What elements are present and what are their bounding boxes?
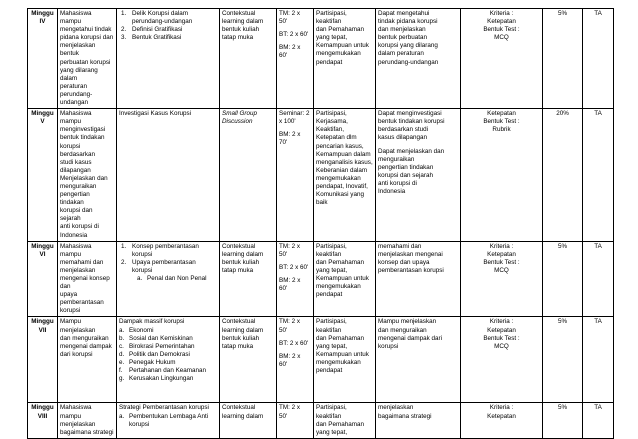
ability-text: bagaimana strategi — [60, 428, 114, 436]
experience-text: pendapat — [316, 58, 343, 66]
criteria-cell — [461, 9, 543, 109]
ability-text: menjelaskan — [60, 266, 96, 274]
table-row — [28, 403, 614, 438]
experience-text: Partisipasi, keaktifan — [316, 404, 347, 420]
time-cell — [277, 403, 314, 438]
time-text: BT: 2 x 60' — [279, 339, 309, 347]
ability-text: mengenai dampak — [60, 342, 112, 350]
material-line: Upaya pemberantasan korupsi — [132, 258, 196, 274]
material-subitem — [119, 275, 217, 283]
material-cell — [117, 403, 220, 438]
experience-text: mengemukakan — [316, 358, 361, 366]
indicator-cell — [376, 9, 461, 109]
experience-cell — [314, 9, 376, 109]
method-text: Small Group — [222, 110, 257, 118]
material-item — [119, 259, 217, 275]
experience-text: pendapat — [316, 291, 343, 299]
indicator-cell — [376, 317, 461, 403]
material-subitem — [119, 367, 217, 375]
ability-text: menguraikan — [60, 182, 97, 190]
indicator-text: menjelaskan — [378, 404, 414, 412]
method-text: Contekstual — [222, 242, 256, 250]
criteria-text: Ketepatan — [487, 412, 516, 420]
indicator-text: Dapat menginvestigasi — [378, 110, 442, 118]
lecturer-cell — [583, 109, 614, 242]
material-letter: g. — [119, 375, 125, 383]
indicator-cell — [376, 241, 461, 317]
indicator-text: pemberantasan korupsi — [378, 266, 444, 274]
method-text: learning dalam — [222, 326, 264, 334]
ability-cell — [58, 109, 117, 242]
weight-cell — [543, 317, 583, 403]
criteria-text: Kriteria : — [489, 318, 514, 326]
ability-text: undangan — [60, 99, 89, 107]
material-number: 3. — [121, 34, 127, 42]
indicator-text: perundang-undangan — [378, 58, 439, 66]
ability-text: yang dilarang dalam — [60, 66, 98, 82]
material-subitem — [119, 327, 217, 335]
indicator-text: bentuk tindakan korupsi — [378, 118, 445, 126]
method-text: tatap muka — [222, 266, 254, 274]
material-number: 1. — [121, 242, 127, 250]
criteria-cell — [461, 403, 543, 438]
material-subitem — [119, 421, 217, 429]
material-number: 2. — [121, 258, 127, 266]
weight-value: 20% — [556, 110, 569, 118]
time-text: TM: 2 x — [279, 318, 300, 326]
indicator-text: Dapat menjelaskan dan — [378, 147, 445, 155]
material-subitem — [119, 375, 217, 383]
ability-cell — [58, 403, 117, 438]
rps-table — [27, 8, 614, 439]
method-text: Discussion — [222, 118, 253, 126]
material-item-text — [132, 34, 217, 42]
indicator-cell — [376, 403, 461, 438]
experience-text: menganalisis kasus, — [316, 158, 373, 166]
ability-text: perbuatan korupsi — [60, 58, 111, 66]
indicator-text: tindak pidana korupsi — [378, 18, 438, 26]
material-line: Konsep pemberantasan — [132, 242, 199, 250]
week-cell — [28, 403, 58, 438]
indicator-cell — [376, 109, 461, 242]
material-letter: a. — [119, 326, 125, 334]
time-text: 50' — [279, 250, 288, 258]
experience-text: Partisipasi, keaktifan — [316, 10, 347, 26]
ability-text: pemberantasan — [60, 299, 104, 307]
ability-text: mengetahui tindak — [60, 26, 112, 34]
indicator-text: korupsi yang dilarang — [378, 42, 438, 50]
time-text: TM: 2 x — [279, 242, 300, 250]
time-text: TM: 2 x — [279, 404, 300, 412]
material-letter: f. — [119, 367, 123, 375]
experience-text: pendapat, Inovatif, — [316, 182, 368, 190]
material-item-text — [132, 10, 217, 26]
ability-text: peraturan perundang- — [60, 82, 93, 98]
ability-text: Mahasiswa mampu — [60, 242, 92, 258]
indicator-text: kasus dilapangan — [378, 134, 428, 142]
material-subitem-text: Pembentukan Lembaga Anti — [129, 412, 209, 420]
material-item-text — [132, 243, 217, 259]
ability-text: memahami dan — [60, 258, 104, 266]
ability-text: dilapangan — [60, 166, 91, 174]
material-heading: Dampak massif korupsi — [119, 318, 185, 326]
week-label: Minggu VII — [31, 318, 54, 334]
material-item — [119, 243, 217, 259]
material-heading: Strategi Pemberantasan korupsi — [119, 404, 209, 412]
ability-text: Indonesia — [60, 231, 88, 239]
material-subitem — [119, 351, 217, 359]
criteria-text: Kriteria : — [489, 10, 514, 17]
time-text: 50' — [279, 18, 288, 26]
material-subitem-text: Penal dan Non Penal — [147, 275, 207, 282]
week-label: Minggu — [31, 404, 54, 412]
criteria-text: Kriteria : — [489, 242, 514, 250]
experience-text: Partisipasi, — [316, 110, 347, 118]
ability-text: pidana korupsi dan — [60, 34, 114, 42]
ability-text: menjelaskan — [60, 420, 96, 428]
material-number: 2. — [121, 26, 127, 34]
material-letter — [119, 421, 129, 429]
indicator-text: Mampu menjelaskan — [378, 318, 437, 326]
lecturer-code: TA — [594, 110, 602, 118]
criteria-text: Bentuk Test : — [483, 26, 520, 34]
indicator-text: bentuk perbuatan — [378, 34, 428, 42]
material-cell — [117, 9, 220, 109]
time-cell — [277, 9, 314, 109]
material-letter: a. — [119, 412, 125, 420]
material-cell — [117, 317, 220, 403]
week-cell — [28, 109, 58, 242]
method-cell — [220, 241, 277, 317]
material-subitem-text: korupsi — [129, 420, 150, 428]
weight-value: 5% — [557, 404, 568, 412]
criteria-text: Kriteria : — [489, 404, 514, 412]
criteria-text: MCQ — [494, 342, 509, 350]
material-item — [119, 26, 217, 34]
time-text: 60' — [279, 360, 288, 368]
criteria-text: Ketepatan — [487, 110, 516, 118]
ability-text: menginvestigasi — [60, 126, 106, 134]
experience-text: mengemukakan — [316, 174, 361, 182]
material-number: 1. — [121, 10, 127, 17]
experience-cell — [314, 109, 376, 242]
experience-text: Kemampuan untuk — [316, 42, 369, 50]
material-subitem — [119, 359, 217, 367]
material-text: Investigasi Kasus Korupsi — [119, 110, 192, 118]
method-text: bentuk kuliah — [222, 26, 260, 34]
criteria-cell — [461, 241, 543, 317]
ability-text: Menjelaskan dan — [60, 174, 108, 182]
lecturer-cell — [583, 241, 614, 317]
ability-text: korupsi berdasarkan — [60, 142, 96, 158]
method-text: bentuk kuliah — [222, 334, 260, 342]
material-line: Bentuk Gratifikasi — [132, 34, 182, 42]
time-text: 50' — [279, 412, 288, 420]
experience-cell — [314, 317, 376, 403]
material-letter: c. — [119, 342, 124, 350]
indicator-text: menjelaskan mengenai — [378, 250, 443, 258]
material-line: Delik Korupsi dalam — [132, 10, 188, 17]
experience-text: Partisipasi, keaktifan — [316, 318, 347, 334]
week-label: Minggu IV — [31, 10, 54, 26]
ability-text: Mahasiswa mampu — [60, 404, 92, 420]
ability-text: korupsi dan sejarah — [60, 207, 93, 223]
lecturer-cell — [583, 403, 614, 438]
ability-cell — [58, 241, 117, 317]
experience-text: dan Pemahaman — [316, 258, 364, 266]
indicator-text: menguraikan — [378, 155, 415, 163]
method-cell — [220, 109, 277, 242]
material-letter: b. — [119, 334, 125, 342]
weight-value: 5% — [557, 10, 568, 17]
material-subitem — [119, 335, 217, 343]
criteria-text: MCQ — [494, 34, 509, 42]
criteria-text: Rubrik — [492, 126, 511, 134]
ability-text: studi kasus — [60, 158, 92, 166]
material-subitem-text: Sosial dan Kemiskinan — [129, 334, 193, 342]
time-text: BT: 2 x 60' — [279, 31, 309, 39]
ability-text: dari korupsi — [60, 350, 93, 358]
method-text: learning dalam — [222, 250, 264, 258]
material-subitem-text: Politik dan Demokrasi — [129, 350, 190, 358]
ability-text: menjelaskan bentuk — [60, 42, 96, 58]
method-cell — [220, 403, 277, 438]
material-item-text — [132, 259, 217, 275]
weight-cell — [543, 403, 583, 438]
indicator-text: anti korupsi di — [378, 179, 417, 187]
indicator-text: bagaimana strategi — [378, 412, 432, 420]
week-label: Minggu V — [31, 110, 54, 126]
material-letter: e. — [119, 358, 125, 366]
criteria-text: Ketepatan — [487, 250, 516, 258]
criteria-cell — [461, 317, 543, 403]
experience-text: Kemampuan untuk — [316, 275, 369, 282]
material-subitem — [119, 343, 217, 351]
experience-text: Partisipasi, keaktifan — [316, 242, 347, 258]
table-row — [28, 241, 614, 317]
ability-cell — [58, 317, 117, 403]
material-subitem-text: Kerusakan Lingkungan — [129, 375, 194, 383]
ability-text: korupsi — [60, 307, 81, 315]
material-subitem — [119, 413, 217, 421]
experience-cell — [314, 403, 376, 438]
time-cell — [277, 109, 314, 242]
material-line: Definisi Gratifikasi — [132, 26, 183, 34]
experience-text: Keberanian dalam — [316, 166, 368, 174]
method-text: tatap muka — [222, 34, 254, 42]
indicator-text: korupsi — [378, 342, 399, 350]
weight-cell — [543, 9, 583, 109]
method-cell — [220, 9, 277, 109]
time-text: x 100' — [279, 118, 296, 126]
material-item-text — [132, 26, 217, 34]
ability-text: upaya — [60, 291, 78, 299]
indicator-text: korupsi dan sejarah — [378, 171, 433, 179]
indicator-text: dalam peraturan — [378, 50, 424, 58]
criteria-text: MCQ — [494, 266, 509, 274]
indicator-text: memahami dan — [378, 242, 422, 250]
experience-text: Kemampuan untuk — [316, 350, 369, 358]
material-item — [119, 34, 217, 42]
experience-text: mengemukakan — [316, 50, 361, 58]
material-cell — [117, 241, 220, 317]
lecturer-code: TA — [594, 404, 602, 412]
method-text: Contekstual — [222, 10, 256, 17]
experience-text: dan Pemahaman — [316, 334, 364, 342]
indicator-text: mengenai dampak dari — [378, 334, 443, 342]
indicator-text: berdasarkan studi — [378, 126, 429, 134]
indicator-text: konsep dan upaya — [378, 258, 430, 266]
indicator-text: Dapat mengetahui — [378, 10, 430, 17]
week-cell — [28, 241, 58, 317]
material-line: korupsi — [132, 250, 153, 258]
material-letter: a. — [137, 275, 143, 282]
lecturer-cell — [583, 317, 614, 403]
time-cell — [277, 241, 314, 317]
ability-text: Mahasiswa mampu — [60, 110, 92, 126]
ability-text: mengenai konsep dan — [60, 275, 110, 291]
ability-text: anti korupsi di — [60, 223, 99, 231]
material-letter: d. — [119, 350, 125, 358]
week-label: Minggu VI — [31, 242, 54, 258]
ability-cell — [58, 9, 117, 109]
time-cell — [277, 317, 314, 403]
criteria-cell — [461, 109, 543, 242]
week-cell — [28, 317, 58, 403]
experience-text: pendapat — [316, 367, 343, 375]
table-row — [28, 9, 614, 109]
experience-text: yang tepat, — [316, 342, 348, 350]
lecturer-code: TA — [594, 318, 602, 326]
week-cell — [28, 9, 58, 109]
material-subitem-text: Penegak Hukum — [129, 358, 176, 366]
experience-text: pencarian kasus, — [316, 142, 364, 150]
method-text: learning dalam — [222, 18, 264, 26]
material-cell — [117, 109, 220, 242]
lecturer-code: TA — [594, 242, 602, 250]
table-row — [28, 317, 614, 403]
weight-value: 5% — [557, 318, 568, 326]
experience-text: Kemampuan dalam — [316, 150, 371, 158]
ability-text: bentuk tindakan — [60, 134, 105, 142]
ability-text: dan menguraikan — [60, 334, 109, 342]
experience-text: yang tepat, — [316, 266, 348, 274]
method-text: tatap muka — [222, 342, 254, 350]
material-subitem-text: Pertahanan dan Keamanan — [129, 367, 207, 375]
lecturer-cell — [583, 9, 614, 109]
weight-cell — [543, 241, 583, 317]
time-text: TM: 2 x — [279, 10, 300, 17]
week-label: VIII — [37, 412, 48, 420]
time-text: Seminar: 2 — [279, 110, 310, 118]
ability-text: Mahasiswa mampu — [60, 10, 92, 26]
experience-text: dan Pemahaman — [316, 420, 364, 428]
weight-value: 5% — [557, 242, 568, 250]
material-subitem-text: Birokrasi Pemerintahan — [129, 342, 195, 350]
material-item — [119, 10, 217, 26]
ability-text: Mampu menjelaskan — [60, 318, 96, 334]
time-text: 60' — [279, 52, 288, 60]
lecturer-code: TA — [594, 10, 602, 17]
experience-text: mengemukakan — [316, 283, 361, 291]
method-text: Contekstual — [222, 318, 256, 326]
criteria-text: Ketepatan — [487, 18, 516, 26]
experience-text: dan Pemahaman — [316, 26, 364, 34]
indicator-text: dan menjelaskan — [378, 26, 426, 34]
method-text: Contekstual — [222, 404, 256, 412]
experience-text: Komunikasi yang baik — [316, 191, 364, 207]
time-text: BM: 2 x — [279, 44, 301, 52]
indicator-text: pengertian tindakan — [378, 163, 434, 171]
time-text: 60' — [279, 285, 288, 292]
material-line: perundang-undangan — [132, 18, 193, 26]
time-text: BT: 2 x 60' — [279, 263, 309, 271]
criteria-text: Ketepatan — [487, 326, 516, 334]
indicator-text: dan menguraikan — [378, 326, 427, 334]
material-subitem-text: Ekonomi — [129, 326, 154, 334]
time-text: 70' — [279, 139, 288, 147]
method-text: bentuk kuliah — [222, 258, 260, 266]
method-cell — [220, 317, 277, 403]
experience-text: Ketepatan dlm — [316, 134, 357, 142]
table-row — [28, 109, 614, 242]
weight-cell — [543, 109, 583, 242]
experience-text: yang tepat, — [316, 428, 348, 436]
experience-text: yang tepat, — [316, 34, 348, 42]
experience-cell — [314, 241, 376, 317]
indicator-text: Indonesia — [378, 187, 406, 195]
method-text: learning dalam — [222, 412, 264, 420]
time-text: BM: 2 x — [279, 352, 301, 360]
criteria-text: Bentuk Test : — [483, 334, 520, 342]
time-text: BM: 2 x — [279, 276, 301, 284]
experience-text: Kerjasama, Keaktifan, — [316, 118, 348, 134]
time-text: BM: 2 x — [279, 131, 301, 139]
ability-text: pengertian tindakan — [60, 191, 90, 207]
time-text: 50' — [279, 326, 288, 334]
criteria-text: Bentuk Test : — [483, 118, 520, 126]
criteria-text: Bentuk Test : — [483, 258, 520, 266]
